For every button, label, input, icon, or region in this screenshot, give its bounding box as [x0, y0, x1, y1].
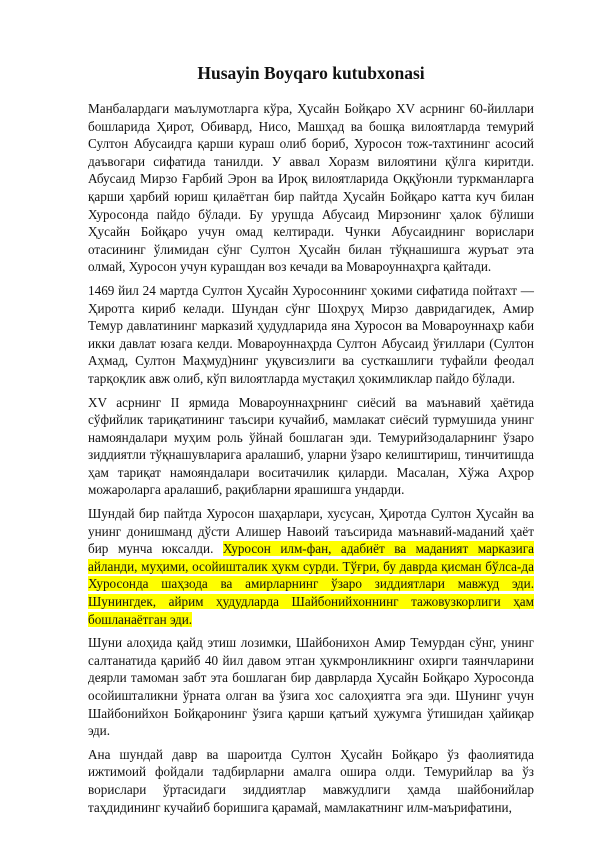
paragraph-3: XV асрнинг II ярмида Мовароуннаҳрнинг сиёсий ва маънавий ҳаётида сўфийлик тариқатининг таъсири кучайиб, мамлакат сиёсий турмушида унинг намояндалари муҳим роль ўйнай бошлаган эди. Темурийзодаларнинг ўзаро зиддиятли тўқнашувларига аралашиб, уларни ўзаро келиштириш, тинчитишда ҳам тариқат намояндалари воситачилик қиларди. Масалан, Хўжа Аҳрор можароларга аралашиб, рақибларни ярашишга ундарди. [88, 394, 534, 498]
paragraph-5: Шуни алоҳида қайд этиш лозимки, Шайбонихон Амир Темурдан сўнг, унинг салтанатида қарийб 40 йил давом этган ҳукмронликнинг охирги таянчларини деярли тамоман забт эта бошлаган бир даврларда Ҳусайн Бойқаро Хуросонда осойишталикни ўрната олган ва ўзига хос салоҳиятга эга эди. Шунинг учун Шайбонийхон Бойқаронинг ўзига қарши қатъий ҳужумга ўтишидан ҳайиқар эди. [88, 635, 534, 739]
paragraph-4-text: Шундай бир пайтда Хуросон шаҳарлари, хусусан, Ҳиротда Султон Ҳусайн ва унинг донишманд дўсти Алишер Навоий таъсирида маънавий-маданий ҳаёт бир мунча юксалди. [88, 506, 534, 557]
document-title: Husayin Boyqaro kutubxonasi [197, 63, 425, 83]
highlighted-passage: Хуросон илм-фан, адабиёт ва маданият марказига айланди, муҳими, осойишталик ҳукм сурди. Тўғри, бу даврда қисман бўлса-да Хуросонда шаҳзода ва амирларнинг ўзаро зиддиятлари мавжуд эди. Шунингдек, айрим ҳудудларда Шайбонийхоннинг тажовузкорлиги ҳам бошланаётган эди. [88, 541, 534, 627]
paragraph-6: Ана шундай давр ва шароитда Султон Ҳусайн Бойқаро ўз фаолиятида ижтимоий фойдали тадбирларни амалга ошира олди. Темурийлар ва ўз ворислари ўртасидаги зиддиятлар мавжудлиги ҳамда шайбонийлар таҳдидининг кучайиб боришига қарамай, мамлакатнинг илм-маърифатини, [88, 746, 534, 815]
paragraph-2: 1469 йил 24 мартда Султон Ҳусайн Хуросоннинг ҳокими сифатида пойтахт — Ҳиротга кириб келади. Шундан сўнг Шоҳруҳ Мирзо давридагидек, Амир Темур давлатининг марказий ҳудудларида яна Хуросон ва Мовароуннаҳр каби икки давлат юзага келди. Мовароуннаҳрда Султон Абусаид ўғиллари (Султон Аҳмад, Султон Маҳмуд)нинг уқувсизлиги ва сусткашлиги туфайли феодал тарқоқлик авж олиб, кўп вилоятларда мустақил ҳокимликлар пайдо бўлади. [88, 282, 534, 386]
paragraph-1: Манбалардаги маълумотларга кўра, Ҳусайн Бойқаро XV асрнинг 60-йиллари бошларида Ҳирот, Обивард, Нисо, Машҳад ва бошқа вилоятларда темурий Султон Абусаидга қарши кураш олиб бориб, Хуросон тож-тахтининг асосий даъвогари сифатида танилди. У аввал Хоразм вилоятини қўлга киритди. Абусаид Мирзо Ғарбий Эрон ва Ироқ вилоятларида Оққўюнли туркманларга қарши ҳарбий юриш қилаётган бир пайтда Ҳусайн Бойқаро катта куч билан Хуросонда пайдо бўлади. Бу урушда Абусаид Мирзонинг ҳалок бўлиши Ҳусайн Бойқаро учун омад келтиради. Чунки Абусаиднинг ворислари отасининг ўлимидан сўнг Султон Ҳусайн билан тўқнашишга журъат эта олмай, Хуросон учун курашдан воз кечади ва Мовароуннаҳрга қайтади. [88, 101, 534, 275]
paragraph-4 [88, 505, 534, 628]
